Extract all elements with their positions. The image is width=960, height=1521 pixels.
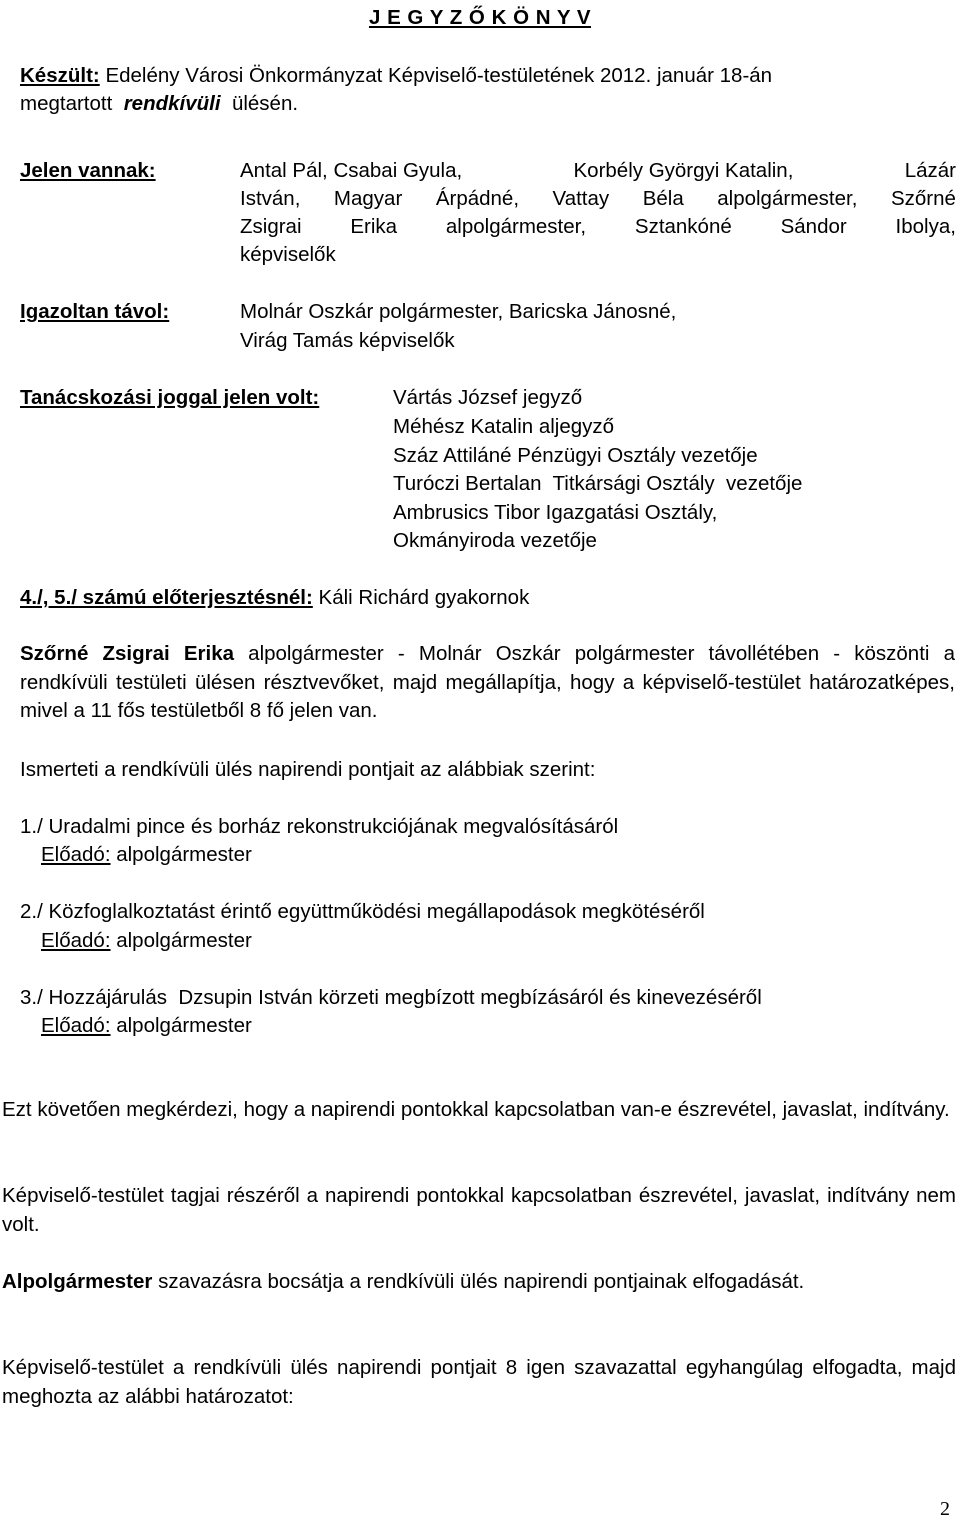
paragraph-3-text: szavazásra bocsátja a rendkívüli ülés napirendi pontjainak elfogadását. xyxy=(152,1270,805,1293)
paragraph-1: Ezt követően megkérdezi, hogy a napirendi pontokkal kapcsolatban van-e észrevétel, javaslat, indítvány. xyxy=(2,1098,950,1121)
jelen-word: Korbély Györgyi Katalin, xyxy=(573,159,794,182)
agenda-item-1: 1./ Uradalmi pince és borház rekonstrukciójának megvalósításáról xyxy=(20,815,619,838)
agenda-presenter-2 xyxy=(41,931,252,952)
jelen-line-2 xyxy=(240,189,956,210)
jelen-line-1 xyxy=(240,161,956,182)
tavol-line-2: Virág Tamás képviselők xyxy=(240,329,455,352)
szamu-text: Káli Richárd gyakornok xyxy=(318,586,530,609)
jelen-line-3 xyxy=(240,217,956,238)
page-number: 2 xyxy=(940,1498,950,1520)
keszult-line-2 xyxy=(20,94,298,115)
keszult-label: Készült: xyxy=(20,64,100,87)
tavol-line-1: Molnár Oszkár polgármester, Baricska Jánosné, xyxy=(240,300,677,323)
szamu-line xyxy=(20,588,529,609)
paragraph-3-bold: Alpolgármester xyxy=(2,1270,153,1293)
jelen-label: Jelen vannak: xyxy=(20,159,156,182)
jelen-word: Zsigrai xyxy=(240,215,302,238)
jelen-word: Szőrné xyxy=(890,187,956,210)
paragraph-3 xyxy=(2,1268,956,1297)
keszult-text-2a: megtartott xyxy=(20,92,113,115)
intro-paragraph xyxy=(20,640,955,726)
keszult-text-2c: ülésén. xyxy=(231,92,299,115)
keszult-text-2b: rendkívüli xyxy=(123,92,221,115)
jelen-word: Sztankóné xyxy=(634,215,732,238)
presenter-label: Előadó: xyxy=(41,1014,111,1037)
presenter-label: Előadó: xyxy=(41,843,111,866)
jelen-word: Vattay xyxy=(552,187,610,210)
jelen-word: alpolgármester, xyxy=(717,187,858,210)
jelen-word: Magyar xyxy=(333,187,403,210)
jelen-word: alpolgármester, xyxy=(445,215,587,238)
presenter-name: alpolgármester xyxy=(110,929,252,952)
jelen-word: Ibolya, xyxy=(895,215,956,238)
jelen-word: István, xyxy=(240,187,301,210)
intro-text: alpolgármester - Molnár Oszkár polgármester távollétében - köszönti a rendkívüli testületi ülésen résztvevőket, majd megállapítja, hogy a képviselő-testület határozatképes, mivel a 11 fős testületből 8 fő jelen van. xyxy=(20,642,955,722)
jelen-word: Árpádné, xyxy=(435,187,520,210)
document-title: J E G Y Z Ő K Ö N Y V xyxy=(368,6,592,29)
presenter-name: alpolgármester xyxy=(110,1014,252,1037)
jelen-word: Béla xyxy=(642,187,684,210)
tanacs-line: Turóczi Bertalan Titkársági Osztály vezetője xyxy=(393,472,803,495)
intro-name: Szőrné Zsigrai Erika xyxy=(20,642,235,665)
tanacs-label: Tanácskozási joggal jelen volt: xyxy=(20,386,320,409)
szamu-label: 4./, 5./ számú előterjesztésnél: xyxy=(20,586,313,609)
paragraph-4: Képviselő-testület a rendkívüli ülés napirendi pontjait 8 igen szavazattal egyhangúlag elfogadta, majd meghozta az alábbi határozatot: xyxy=(2,1356,956,1408)
tanacs-line: Okmányiroda vezetője xyxy=(393,529,597,552)
agenda-item-2: 2./ Közfoglalkoztatást érintő együttműködési megállapodások megkötéséről xyxy=(20,900,705,923)
tanacs-line: Vártás József jegyző xyxy=(393,386,583,409)
agenda-presenter-1 xyxy=(41,845,252,866)
ismerteti-line: Ismerteti a rendkívüli ülés napirendi pontjait az alábbiak szerint: xyxy=(20,758,596,781)
agenda-item-3: 3./ Hozzájárulás Dzsupin István körzeti megbízott megbízásáról és kinevezéséről xyxy=(20,986,762,1009)
tanacs-line: Ambrusics Tibor Igazgatási Osztály, xyxy=(393,501,718,524)
jelen-word: Erika xyxy=(350,215,398,238)
agenda-presenter-3 xyxy=(41,1016,252,1037)
tanacs-line: Méhész Katalin aljegyző xyxy=(393,415,615,438)
presenter-name: alpolgármester xyxy=(110,843,252,866)
jelen-word: Sándor xyxy=(780,215,847,238)
keszult-text-1: Edelény Városi Önkormányzat Képviselő-testületének 2012. január 18-án xyxy=(105,64,773,87)
keszult-line-1 xyxy=(20,66,772,87)
tavol-label: Igazoltan távol: xyxy=(20,300,170,323)
jelen-word: Lázár xyxy=(904,159,956,182)
presenter-label: Előadó: xyxy=(41,929,111,952)
jelen-word: Antal Pál, Csabai Gyula, xyxy=(240,159,463,182)
jelen-line-4: képviselők xyxy=(240,243,336,266)
tanacs-line: Száz Attiláné Pénzügyi Osztály vezetője xyxy=(393,444,758,467)
paragraph-2: Képviselő-testület tagjai részéről a napirendi pontokkal kapcsolatban észrevétel, javaslat, indítvány nem volt. xyxy=(2,1184,956,1236)
